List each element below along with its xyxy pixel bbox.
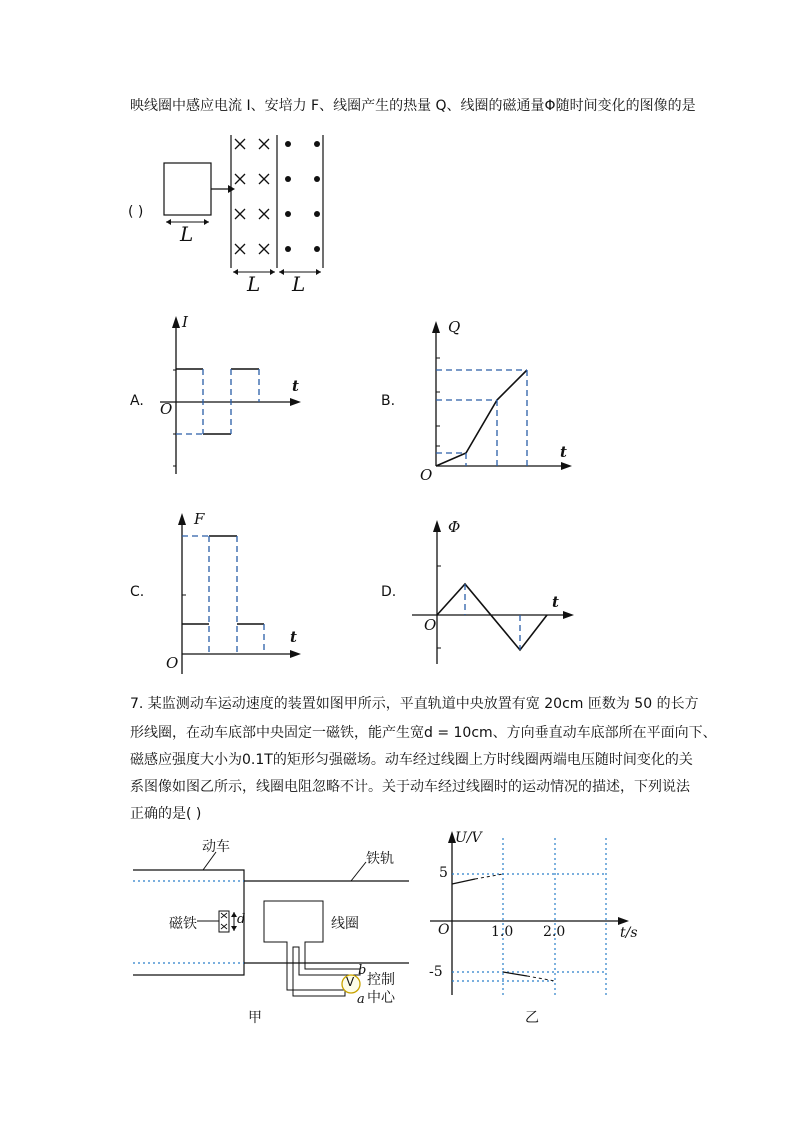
q6-answer-paren: ( ) xyxy=(128,204,144,220)
option-a-x-label: t xyxy=(292,377,299,395)
option-d-origin: O xyxy=(424,616,437,634)
yi-origin: O xyxy=(438,922,450,938)
figure-jia-caption: 甲 xyxy=(248,1010,262,1026)
option-d-x-label: t xyxy=(552,593,559,611)
q7-line-1: 7. 某监测动车运动速度的装置如图甲所示，平直轨道中央放置有宽 20cm 匝数为 50 的长方 xyxy=(130,696,699,712)
option-b-x-label: t xyxy=(560,443,567,461)
option-c-y-label: F xyxy=(194,510,205,528)
yi-y-label: U/V xyxy=(455,830,482,846)
terminal-b-label: b xyxy=(358,963,367,978)
option-d-y-label: Φ xyxy=(448,518,461,536)
terminal-a-label: a xyxy=(357,992,365,1007)
option-d-label: D. xyxy=(381,584,397,600)
voltage-positive-segment xyxy=(452,879,475,884)
field1-width-label: L xyxy=(247,272,261,296)
yi-x-tick-1: 1.0 xyxy=(491,924,514,940)
voltmeter-symbol: V xyxy=(346,975,355,989)
q7-line-2: 形线圈，在动车底部中央固定一磁铁，能产生宽d = 10cm、方向垂直动车底部所在平面向下、 xyxy=(130,725,717,741)
option-c-x-label: t xyxy=(290,628,297,646)
option-b-label: B. xyxy=(381,393,396,409)
q7-line-4: 系图像如图乙所示，线圈电阻忽略不计。关于动车经过线圈时的运动情况的描述，下列说法 xyxy=(130,779,690,795)
coil-width-label: L xyxy=(180,222,194,246)
yi-x-label: t/s xyxy=(620,925,638,941)
option-c-label: C. xyxy=(130,584,145,600)
field2-width-label: L xyxy=(292,272,306,296)
rail-label: 铁轨 xyxy=(366,851,394,867)
option-b-origin: O xyxy=(420,466,433,484)
figure-yi-caption: 乙 xyxy=(525,1010,539,1026)
coil-label: 线圈 xyxy=(331,916,359,932)
control-label: 控制 xyxy=(367,972,395,988)
option-a-label: A. xyxy=(130,393,144,409)
option-a-y-label: I xyxy=(182,313,188,331)
center-label: 中心 xyxy=(367,990,395,1006)
train-label: 动车 xyxy=(202,839,230,855)
q6-stem: 映线圈中感应电流 I、安培力 F、线圈产生的热量 Q、线圈的磁通量Φ随时间变化的图像的是 xyxy=(130,98,696,114)
q7-line-3: 磁感应强度大小为0.1T的矩形匀强磁场。动车经过线圈上方时线圈两端电压随时间变化的关 xyxy=(130,752,693,768)
magnet-label: 磁铁 xyxy=(169,916,197,932)
option-a-origin: O xyxy=(160,400,173,418)
yi-y-tick-5: 5 xyxy=(439,865,448,881)
yi-x-tick-2: 2.0 xyxy=(543,924,566,940)
q7-line-5: 正确的是( ) xyxy=(130,806,202,822)
option-b-y-label: Q xyxy=(448,318,461,336)
magnet-width-label: d xyxy=(237,912,246,927)
yi-y-tick-neg5: -5 xyxy=(429,964,443,980)
option-c-origin: O xyxy=(166,654,179,672)
